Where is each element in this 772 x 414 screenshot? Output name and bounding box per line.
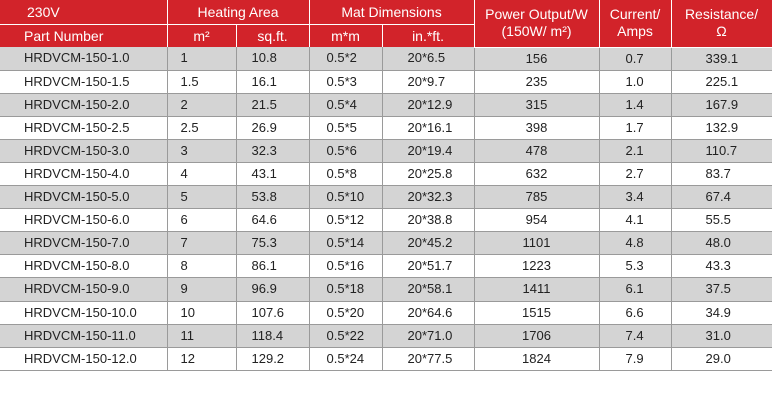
power-output-cell: 315 (474, 93, 599, 116)
area-m2-cell: 12 (167, 347, 236, 370)
area-sqft-cell: 43.1 (236, 162, 309, 185)
area-m2-cell: 6 (167, 209, 236, 232)
current-header (599, 0, 671, 47)
area-sqft-cell: 21.5 (236, 93, 309, 116)
area-sqft-cell: 86.1 (236, 255, 309, 278)
dimension-m-cell: 0.5*18 (309, 278, 382, 301)
area-sqft-cell: 16.1 (236, 70, 309, 93)
power-output-sublabel: (150W/ m²) (501, 23, 572, 40)
power-output-cell: 1515 (474, 301, 599, 324)
area-m2-cell: 4 (167, 162, 236, 185)
resistance-cell: 132.9 (671, 116, 772, 139)
power-output-cell: 156 (474, 47, 599, 70)
area-sqft-cell: 10.8 (236, 47, 309, 70)
dimension-m-cell: 0.5*10 (309, 186, 382, 209)
dimension-in-cell: 20*38.8 (382, 209, 474, 232)
resistance-cell: 34.9 (671, 301, 772, 324)
power-output-cell: 1411 (474, 278, 599, 301)
part-number-cell: HRDVCM-150-3.0 (0, 139, 167, 162)
dimension-in-cell: 20*25.8 (382, 162, 474, 185)
table-row (0, 347, 772, 370)
dimension-m-cell: 0.5*12 (309, 209, 382, 232)
heating-area-header: Heating Area (167, 0, 309, 25)
area-m2-cell: 1 (167, 47, 236, 70)
dimension-in-cell: 20*77.5 (382, 347, 474, 370)
resistance-header (671, 0, 772, 47)
power-output-cell: 1706 (474, 324, 599, 347)
dimension-in-cell: 20*58.1 (382, 278, 474, 301)
current-cell: 5.3 (599, 255, 671, 278)
current-cell: 0.7 (599, 47, 671, 70)
current-cell: 1.7 (599, 116, 671, 139)
resistance-cell: 37.5 (671, 278, 772, 301)
area-sqft-cell: 32.3 (236, 139, 309, 162)
area-m2-cell: 5 (167, 186, 236, 209)
resistance-cell: 43.3 (671, 255, 772, 278)
current-cell: 4.1 (599, 209, 671, 232)
table-row (0, 255, 772, 278)
dimension-m-cell: 0.5*6 (309, 139, 382, 162)
dimension-m-cell: 0.5*24 (309, 347, 382, 370)
current-cell: 1.0 (599, 70, 671, 93)
area-m2-cell: 10 (167, 301, 236, 324)
table-row (0, 324, 772, 347)
dimension-in-cell: 20*6.5 (382, 47, 474, 70)
current-cell: 7.9 (599, 347, 671, 370)
resistance-cell: 167.9 (671, 93, 772, 116)
resistance-cell: 31.0 (671, 324, 772, 347)
area-sqft-cell: 96.9 (236, 278, 309, 301)
power-output-label: Power Output/W (485, 6, 588, 23)
part-number-cell: HRDVCM-150-1.0 (0, 47, 167, 70)
current-cell: 3.4 (599, 186, 671, 209)
area-m2-cell: 3 (167, 139, 236, 162)
part-number-cell: HRDVCM-150-7.0 (0, 232, 167, 255)
area-sqft-cell: 53.8 (236, 186, 309, 209)
area-m2-cell: 8 (167, 255, 236, 278)
dimension-in-cell: 20*9.7 (382, 70, 474, 93)
current-label: Current/ (609, 6, 661, 23)
current-sublabel: Amps (617, 23, 653, 40)
power-output-cell: 1824 (474, 347, 599, 370)
table-row (0, 162, 772, 185)
area-m2-cell: 11 (167, 324, 236, 347)
area-m2-cell: 2.5 (167, 116, 236, 139)
inft-header: in.*ft. (382, 25, 474, 48)
dimension-in-cell: 20*12.9 (382, 93, 474, 116)
current-cell: 2.7 (599, 162, 671, 185)
table-row (0, 209, 772, 232)
current-cell: 6.1 (599, 278, 671, 301)
area-m2-cell: 2 (167, 93, 236, 116)
power-output-cell: 398 (474, 116, 599, 139)
dimension-in-cell: 20*32.3 (382, 186, 474, 209)
current-cell: 4.8 (599, 232, 671, 255)
table-row (0, 278, 772, 301)
area-m2-cell: 1.5 (167, 70, 236, 93)
current-cell: 1.4 (599, 93, 671, 116)
power-output-cell: 1223 (474, 255, 599, 278)
dimension-m-cell: 0.5*8 (309, 162, 382, 185)
area-m2-cell: 9 (167, 278, 236, 301)
power-output-cell: 954 (474, 209, 599, 232)
dimension-m-cell: 0.5*3 (309, 70, 382, 93)
resistance-cell: 225.1 (671, 70, 772, 93)
resistance-cell: 55.5 (671, 209, 772, 232)
table-row (0, 139, 772, 162)
table-row (0, 186, 772, 209)
power-output-cell: 1101 (474, 232, 599, 255)
resistance-sublabel: Ω (716, 23, 727, 40)
area-sqft-cell: 26.9 (236, 116, 309, 139)
part-number-cell: HRDVCM-150-9.0 (0, 278, 167, 301)
part-number-cell: HRDVCM-150-2.5 (0, 116, 167, 139)
voltage-header: 230V (0, 0, 167, 25)
area-sqft-cell: 118.4 (236, 324, 309, 347)
m2-header: m² (167, 25, 236, 48)
part-number-cell: HRDVCM-150-8.0 (0, 255, 167, 278)
dimension-in-cell: 20*16.1 (382, 116, 474, 139)
area-sqft-cell: 75.3 (236, 232, 309, 255)
current-cell: 6.6 (599, 301, 671, 324)
dimension-m-cell: 0.5*5 (309, 116, 382, 139)
table-row (0, 47, 772, 70)
dimension-m-cell: 0.5*4 (309, 93, 382, 116)
dimension-in-cell: 20*64.6 (382, 301, 474, 324)
table-row (0, 232, 772, 255)
part-number-header: Part Number (0, 25, 167, 48)
resistance-cell: 67.4 (671, 186, 772, 209)
part-number-cell: HRDVCM-150-10.0 (0, 301, 167, 324)
current-cell: 2.1 (599, 139, 671, 162)
dimension-m-cell: 0.5*16 (309, 255, 382, 278)
table-row (0, 93, 772, 116)
power-output-cell: 632 (474, 162, 599, 185)
part-number-cell: HRDVCM-150-12.0 (0, 347, 167, 370)
area-sqft-cell: 107.6 (236, 301, 309, 324)
table-row (0, 301, 772, 324)
dimension-m-cell: 0.5*20 (309, 301, 382, 324)
power-output-cell: 785 (474, 186, 599, 209)
current-cell: 7.4 (599, 324, 671, 347)
area-sqft-cell: 64.6 (236, 209, 309, 232)
dimension-m-cell: 0.5*14 (309, 232, 382, 255)
power-output-cell: 235 (474, 70, 599, 93)
dimension-in-cell: 20*19.4 (382, 139, 474, 162)
part-number-cell: HRDVCM-150-11.0 (0, 324, 167, 347)
resistance-cell: 48.0 (671, 232, 772, 255)
mm-header: m*m (309, 25, 382, 48)
resistance-cell: 29.0 (671, 347, 772, 370)
power-output-cell: 478 (474, 139, 599, 162)
resistance-cell: 83.7 (671, 162, 772, 185)
mat-dimensions-header: Mat Dimensions (309, 0, 474, 25)
power-output-header (474, 0, 599, 47)
sqft-header: sq.ft. (236, 25, 309, 48)
table-header (0, 0, 772, 47)
dimension-in-cell: 20*45.2 (382, 232, 474, 255)
area-sqft-cell: 129.2 (236, 347, 309, 370)
area-m2-cell: 7 (167, 232, 236, 255)
part-number-cell: HRDVCM-150-2.0 (0, 93, 167, 116)
part-number-cell: HRDVCM-150-1.5 (0, 70, 167, 93)
dimension-in-cell: 20*51.7 (382, 255, 474, 278)
table-row (0, 70, 772, 93)
resistance-cell: 339.1 (671, 47, 772, 70)
resistance-cell: 110.7 (671, 139, 772, 162)
dimension-m-cell: 0.5*2 (309, 47, 382, 70)
part-number-cell: HRDVCM-150-4.0 (0, 162, 167, 185)
part-number-cell: HRDVCM-150-5.0 (0, 186, 167, 209)
dimension-in-cell: 20*71.0 (382, 324, 474, 347)
table-row (0, 116, 772, 139)
table-body (0, 47, 772, 370)
part-number-cell: HRDVCM-150-6.0 (0, 209, 167, 232)
dimension-m-cell: 0.5*22 (309, 324, 382, 347)
resistance-label: Resistance/ (684, 6, 759, 23)
